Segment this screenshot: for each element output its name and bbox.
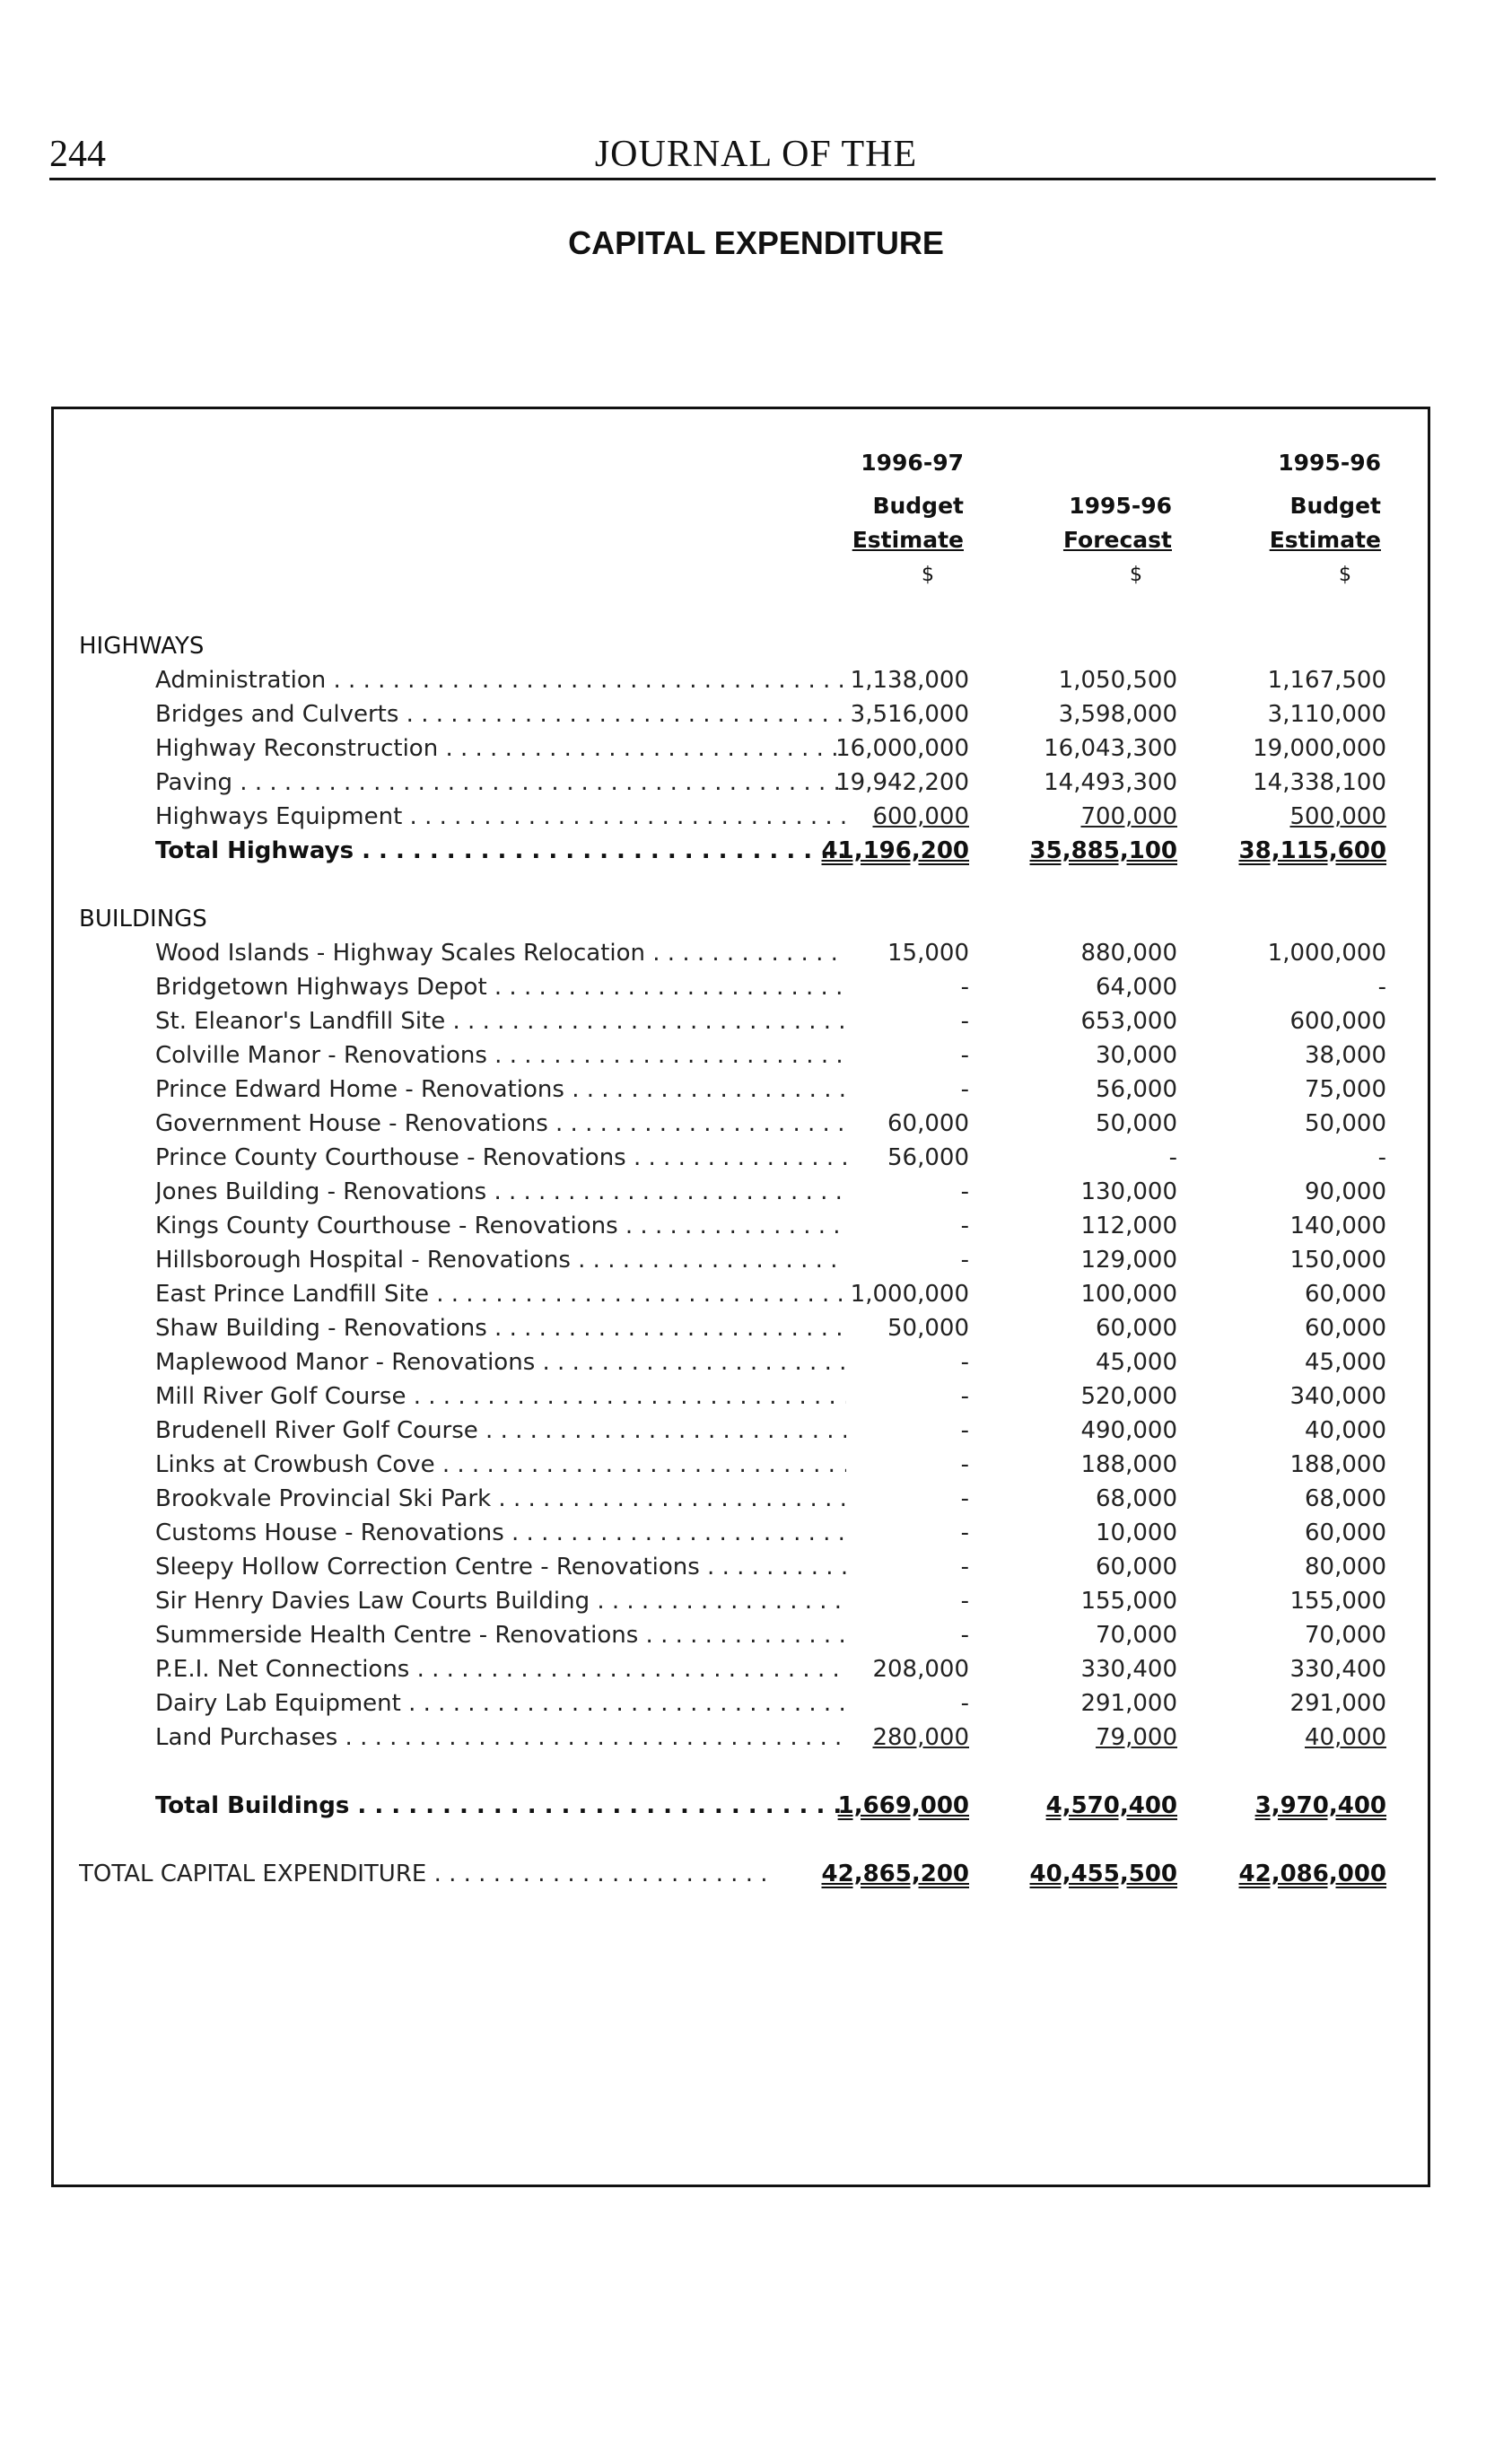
- row-label: Highway Reconstruction . . .: [155, 735, 846, 762]
- row-label: Links at Crowbush Cove . . .: [155, 1451, 846, 1478]
- value-1996-97-budget: -: [960, 1588, 969, 1615]
- row-label: Land Purchases . . .: [155, 1724, 846, 1751]
- value-1995-96-forecast: 45,000: [1096, 1349, 1177, 1376]
- total-label: Total Highways . . .: [155, 837, 846, 864]
- row-label: Highways Equipment . . .: [155, 803, 846, 830]
- value-1995-96-budget: 140,000: [1289, 1213, 1386, 1239]
- value-1995-96-budget: 1,167,500: [1267, 667, 1386, 694]
- value-1995-96-budget: 40,000: [1305, 1724, 1386, 1751]
- header-rule: [49, 178, 1436, 180]
- row-label: St. Eleanor's Landfill Site . . .: [155, 1008, 846, 1035]
- row-label: Kings County Courthouse - Renovations . . .: [155, 1213, 846, 1239]
- value-1995-96-budget: 14,338,100: [1253, 769, 1386, 796]
- row-label: Wood Islands - Highway Scales Relocation . . .: [155, 940, 846, 967]
- value-1995-96-forecast: 490,000: [1080, 1417, 1177, 1444]
- value-1995-96-forecast: 520,000: [1080, 1383, 1177, 1410]
- value-1995-96-forecast: 10,000: [1096, 1519, 1177, 1546]
- value-1995-96-forecast: 16,043,300: [1044, 735, 1177, 762]
- value-1995-96-forecast: 700,000: [1080, 803, 1177, 830]
- value-1995-96-budget: 340,000: [1289, 1383, 1386, 1410]
- table-row: [54, 1110, 1433, 1144]
- value-1996-97-budget: -: [960, 1213, 969, 1239]
- col1-line2: Estimate: [852, 527, 964, 553]
- row-label: Government House - Renovations . . .: [155, 1110, 846, 1137]
- col3-line2: Estimate: [1269, 527, 1381, 553]
- value-1996-97-budget: -: [960, 1451, 969, 1478]
- value-1995-96-budget: 40,000: [1305, 1417, 1386, 1444]
- journal-title: JOURNAL OF THE: [594, 134, 918, 175]
- value-1995-96-forecast: 60,000: [1096, 1315, 1177, 1342]
- value-1995-96-budget: 600,000: [1289, 1008, 1386, 1035]
- row-label: Bridges and Culverts . . .: [155, 701, 846, 728]
- row-label: Sleepy Hollow Correction Centre - Renovations . . .: [155, 1554, 846, 1581]
- grand-total-label: TOTAL CAPITAL EXPENDITURE . . .: [79, 1861, 770, 1887]
- table-row: [54, 1144, 1433, 1178]
- total-1995-96-budget: 3,970,400: [1254, 1792, 1386, 1819]
- value-1996-97-budget: 19,942,200: [835, 769, 969, 796]
- table-row: [54, 803, 1433, 837]
- value-1996-97-budget: -: [960, 1690, 969, 1717]
- col3-unit: $: [1339, 564, 1351, 586]
- row-label: Dairy Lab Equipment . . .: [155, 1690, 846, 1717]
- row-label: Colville Manor - Renovations . . .: [155, 1042, 846, 1069]
- value-1996-97-budget: -: [960, 1519, 969, 1546]
- row-label: Sir Henry Davies Law Courts Building . . .: [155, 1588, 846, 1615]
- total-1995-96-budget: 38,115,600: [1238, 837, 1386, 864]
- value-1996-97-budget: -: [960, 1622, 969, 1649]
- value-1995-96-budget: 188,000: [1289, 1451, 1386, 1478]
- col1-line1: Budget: [872, 493, 964, 519]
- row-label: Prince Edward Home - Renovations . . .: [155, 1076, 846, 1103]
- table-row: [54, 1588, 1433, 1622]
- table-row: [54, 1213, 1433, 1247]
- value-1996-97-budget: 50,000: [887, 1315, 969, 1342]
- table-row: [54, 667, 1433, 701]
- value-1995-96-forecast: 330,400: [1080, 1656, 1177, 1683]
- grand-total-1995-96-budget: 42,086,000: [1238, 1861, 1386, 1887]
- row-label: Hillsborough Hospital - Renovations . . .: [155, 1247, 846, 1274]
- row-label: East Prince Landfill Site . . .: [155, 1281, 846, 1308]
- total-1995-96-forecast: 4,570,400: [1045, 1792, 1177, 1819]
- value-1995-96-budget: 330,400: [1289, 1656, 1386, 1683]
- table-row: [54, 1485, 1433, 1519]
- total-row: [54, 1792, 1433, 1826]
- value-1996-97-budget: -: [960, 1178, 969, 1205]
- section-title: CAPITAL EXPENDITURE: [568, 224, 944, 261]
- table-row: [54, 1076, 1433, 1110]
- value-1996-97-budget: 60,000: [887, 1110, 969, 1137]
- table-row: [54, 1519, 1433, 1554]
- col3-year: 1995-96: [1278, 450, 1381, 476]
- value-1995-96-forecast: 79,000: [1096, 1724, 1177, 1751]
- value-1995-96-budget: 1,000,000: [1267, 940, 1386, 967]
- grand-total-row: [54, 1861, 1433, 1895]
- value-1996-97-budget: -: [960, 1383, 969, 1410]
- value-1995-96-forecast: 56,000: [1096, 1076, 1177, 1103]
- value-1996-97-budget: -: [960, 1349, 969, 1376]
- value-1995-96-budget: 155,000: [1289, 1588, 1386, 1615]
- col1-unit: $: [922, 564, 934, 586]
- value-1996-97-budget: -: [960, 1417, 969, 1444]
- value-1995-96-budget: 150,000: [1289, 1247, 1386, 1274]
- value-1995-96-forecast: 64,000: [1096, 974, 1177, 1001]
- value-1995-96-budget: 68,000: [1305, 1485, 1386, 1512]
- row-label: Maplewood Manor - Renovations . . .: [155, 1349, 846, 1376]
- total-1996-97-budget: 1,669,000: [837, 1792, 969, 1819]
- row-label: Jones Building - Renovations . . .: [155, 1178, 846, 1205]
- table-row: [54, 769, 1433, 803]
- value-1995-96-budget: 75,000: [1305, 1076, 1386, 1103]
- table-row: [54, 1690, 1433, 1724]
- value-1995-96-forecast: 60,000: [1096, 1554, 1177, 1581]
- value-1995-96-forecast: 14,493,300: [1044, 769, 1177, 796]
- row-label: Mill River Golf Course . . .: [155, 1383, 846, 1410]
- col1-year: 1996-97: [861, 450, 964, 476]
- value-1995-96-forecast: 129,000: [1080, 1247, 1177, 1274]
- value-1996-97-budget: -: [960, 1247, 969, 1274]
- table-row: [54, 1281, 1433, 1315]
- table-row: [54, 1656, 1433, 1690]
- table-row: [54, 1554, 1433, 1588]
- col3-line1: Budget: [1289, 493, 1381, 519]
- table-row: [54, 735, 1433, 769]
- value-1996-97-budget: 600,000: [872, 803, 969, 830]
- table-row: [54, 1622, 1433, 1656]
- total-1995-96-forecast: 35,885,100: [1029, 837, 1177, 864]
- value-1995-96-forecast: 188,000: [1080, 1451, 1177, 1478]
- total-1996-97-budget: 41,196,200: [821, 837, 969, 864]
- total-label: Total Buildings . . .: [155, 1792, 846, 1819]
- value-1995-96-forecast: 68,000: [1096, 1485, 1177, 1512]
- row-label: Bridgetown Highways Depot . . .: [155, 974, 846, 1001]
- value-1995-96-forecast: 130,000: [1080, 1178, 1177, 1205]
- value-1996-97-budget: -: [960, 974, 969, 1001]
- value-1995-96-forecast: 100,000: [1080, 1281, 1177, 1308]
- value-1995-96-budget: 3,110,000: [1267, 701, 1386, 728]
- table-row: [54, 1451, 1433, 1485]
- col2-unit: $: [1130, 564, 1142, 586]
- value-1995-96-budget: 19,000,000: [1253, 735, 1386, 762]
- value-1996-97-budget: 1,138,000: [850, 667, 969, 694]
- col2-line1: 1995-96: [1069, 493, 1172, 519]
- grand-total-1996-97-budget: 42,865,200: [821, 1861, 969, 1887]
- row-label: P.E.I. Net Connections . . .: [155, 1656, 846, 1683]
- value-1996-97-budget: 56,000: [887, 1144, 969, 1171]
- value-1995-96-forecast: 30,000: [1096, 1042, 1177, 1069]
- value-1995-96-budget: 45,000: [1305, 1349, 1386, 1376]
- value-1995-96-forecast: 155,000: [1080, 1588, 1177, 1615]
- page-number: 244: [49, 134, 106, 175]
- row-label: Brookvale Provincial Ski Park . . .: [155, 1485, 846, 1512]
- row-label: Brudenell River Golf Course . . .: [155, 1417, 846, 1444]
- value-1995-96-budget: 90,000: [1305, 1178, 1386, 1205]
- table-row: [54, 1349, 1433, 1383]
- value-1995-96-forecast: 653,000: [1080, 1008, 1177, 1035]
- highways-heading: HIGHWAYS: [79, 633, 205, 660]
- total-row: [54, 837, 1433, 871]
- table-row: [54, 1008, 1433, 1042]
- table-row: [54, 701, 1433, 735]
- value-1995-96-budget: 70,000: [1305, 1622, 1386, 1649]
- value-1995-96-budget: 50,000: [1305, 1110, 1386, 1137]
- value-1995-96-forecast: -: [1168, 1144, 1177, 1171]
- value-1996-97-budget: -: [960, 1076, 969, 1103]
- table-row: [54, 1383, 1433, 1417]
- value-1996-97-budget: 280,000: [872, 1724, 969, 1751]
- table-row: [54, 940, 1433, 974]
- value-1995-96-budget: 60,000: [1305, 1519, 1386, 1546]
- row-label: Prince County Courthouse - Renovations . . .: [155, 1144, 846, 1171]
- value-1996-97-budget: 15,000: [887, 940, 969, 967]
- row-label: Paving . . .: [155, 769, 846, 796]
- value-1995-96-forecast: 880,000: [1080, 940, 1177, 967]
- buildings-heading: BUILDINGS: [79, 906, 207, 933]
- col2-line2: Forecast: [1062, 527, 1172, 553]
- value-1995-96-forecast: 50,000: [1096, 1110, 1177, 1137]
- row-label: Administration . . .: [155, 667, 846, 694]
- value-1996-97-budget: 208,000: [872, 1656, 969, 1683]
- value-1995-96-budget: 80,000: [1305, 1554, 1386, 1581]
- grand-total-1995-96-forecast: 40,455,500: [1029, 1861, 1177, 1887]
- value-1996-97-budget: -: [960, 1485, 969, 1512]
- value-1995-96-budget: 291,000: [1289, 1690, 1386, 1717]
- value-1995-96-forecast: 291,000: [1080, 1690, 1177, 1717]
- value-1995-96-budget: 60,000: [1305, 1281, 1386, 1308]
- value-1995-96-budget: 500,000: [1289, 803, 1386, 830]
- value-1995-96-forecast: 112,000: [1080, 1213, 1177, 1239]
- row-label: Shaw Building - Renovations . . .: [155, 1315, 846, 1342]
- value-1995-96-forecast: 1,050,500: [1058, 667, 1177, 694]
- table-row: [54, 974, 1433, 1008]
- value-1995-96-forecast: 70,000: [1096, 1622, 1177, 1649]
- expenditure-table: [51, 407, 1430, 2187]
- value-1995-96-budget: -: [1377, 1144, 1386, 1171]
- table-row: [54, 1042, 1433, 1076]
- table-row: [54, 1178, 1433, 1213]
- row-label: Summerside Health Centre - Renovations . . .: [155, 1622, 846, 1649]
- value-1996-97-budget: 1,000,000: [850, 1281, 969, 1308]
- value-1995-96-budget: 38,000: [1305, 1042, 1386, 1069]
- value-1995-96-budget: -: [1377, 974, 1386, 1001]
- value-1996-97-budget: -: [960, 1042, 969, 1069]
- table-row: [54, 1417, 1433, 1451]
- value-1995-96-forecast: 3,598,000: [1058, 701, 1177, 728]
- table-row: [54, 1247, 1433, 1281]
- value-1996-97-budget: -: [960, 1554, 969, 1581]
- value-1995-96-budget: 60,000: [1305, 1315, 1386, 1342]
- row-label: Customs House - Renovations . . .: [155, 1519, 846, 1546]
- value-1996-97-budget: 3,516,000: [850, 701, 969, 728]
- table-row: [54, 1724, 1433, 1758]
- table-row: [54, 1315, 1433, 1349]
- value-1996-97-budget: -: [960, 1008, 969, 1035]
- value-1996-97-budget: 16,000,000: [835, 735, 969, 762]
